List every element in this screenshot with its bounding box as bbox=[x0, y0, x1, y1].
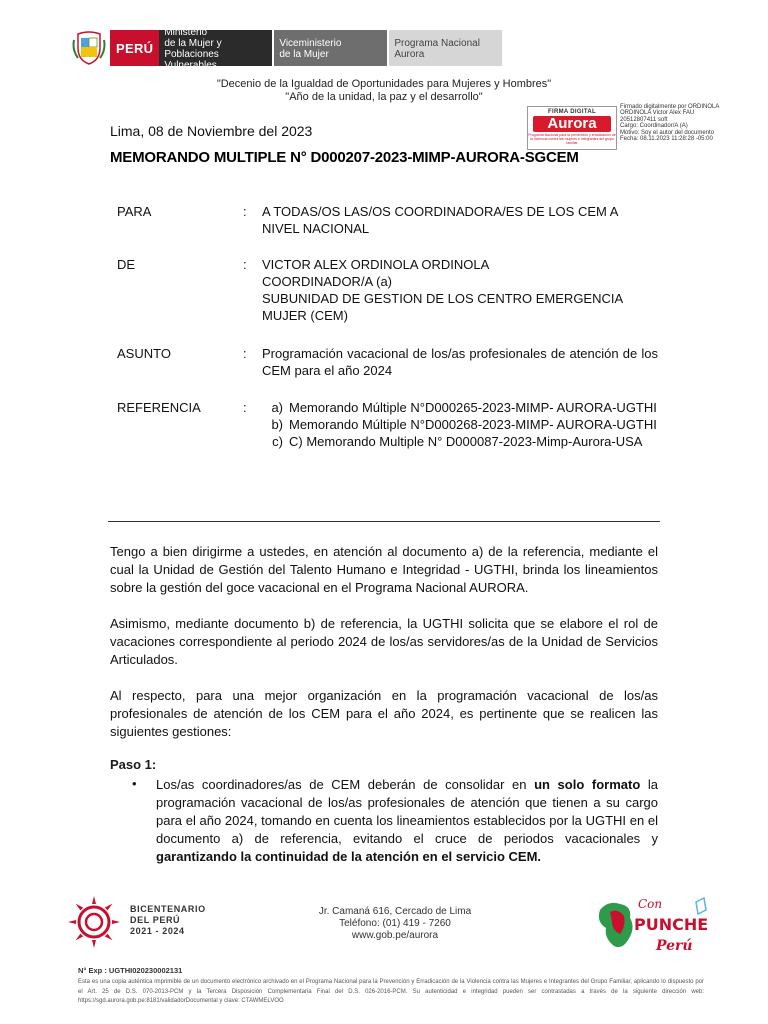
reference-text: Memorando Múltiple N°D000268-2023-MIMP- AURORA-UGTHI bbox=[289, 417, 657, 432]
bullet-emphasis-continuity: garantizando la continuidad de la atención en el servicio CEM. bbox=[156, 849, 542, 864]
con-punche-peru-logo-icon bbox=[594, 888, 714, 960]
signature-line: Fecha: 08.11.2023 11:28:28 -05:00 bbox=[620, 136, 713, 143]
de-name: VICTOR ALEX ORDINOLA ORDINOLA bbox=[262, 257, 490, 272]
digital-signature-stamp bbox=[527, 106, 617, 150]
ministry-line-3: Poblaciones Vulnerables bbox=[164, 49, 219, 71]
bicent-line-2: DEL PERÚ bbox=[130, 915, 181, 925]
viceministry-label bbox=[272, 30, 387, 66]
reference-list bbox=[262, 399, 658, 450]
reference-item bbox=[262, 399, 658, 416]
paragraph-2: Asimismo, mediante documento b) de referencia, la UGTHI solicita que se elabore el rol de vacaciones correspondiente al periodo 2024 de los/as servidores/as de la Unidad de Servicios Articulados. bbox=[110, 616, 658, 667]
bicentenario-rays bbox=[68, 896, 120, 948]
paragraph-3: Al respecto, para una mejor organización en la programación vacacional de los/as profesionales de atención de los CEM para el año 2024, es pertinente que se realicen las siguientes gestiones: bbox=[110, 688, 658, 739]
vice-line-2: de la Mujer bbox=[279, 49, 329, 60]
stamp-title: FIRMA DIGITAL bbox=[548, 109, 596, 115]
reference-marker: b) bbox=[271, 417, 283, 432]
de-label: DE bbox=[117, 257, 136, 272]
reference-marker: a) bbox=[271, 400, 283, 415]
stamp-aurora-logo: Aurora bbox=[533, 116, 611, 132]
de-unit: SUBUNIDAD DE GESTION DE LOS CENTRO EMERGENCIA MUJER (CEM) bbox=[262, 291, 623, 323]
vice-line-1: Viceministerio bbox=[279, 38, 342, 49]
punche-con: Con bbox=[638, 897, 663, 911]
ministry-line-1: Ministerio bbox=[164, 27, 208, 38]
signature-line: 20512807411 soft bbox=[620, 116, 668, 123]
stamp-caption: Programa Nacional para la prevención y erradicación de la violencia contra las mujeres e integrantes del grupo familiar bbox=[528, 133, 616, 145]
punche-word: PUNCHE bbox=[634, 915, 709, 934]
decenio-line-2: "Año de la unidad, la paz y el desarrollo" bbox=[285, 91, 483, 103]
asunto-colon: : bbox=[243, 346, 247, 361]
signature-line: Cargo: Coordinador/A (A) bbox=[620, 123, 688, 130]
signature-line: Motivo: Soy el autor del documento bbox=[620, 129, 715, 136]
referencia-label: REFERENCIA bbox=[117, 400, 201, 415]
reference-text: Memorando Múltiple N°D000265-2023-MIMP- AURORA-UGTHI bbox=[289, 400, 657, 415]
step-1-label: Paso 1: bbox=[110, 757, 157, 772]
bicentenario-text bbox=[130, 904, 206, 937]
reference-text: C) Memorando Multiple N° D000087-2023-Mimp-Aurora-USA bbox=[289, 434, 643, 449]
reference-item bbox=[262, 416, 658, 433]
bullet-emphasis-single-format: un solo formato bbox=[534, 777, 641, 792]
program-label bbox=[387, 30, 502, 66]
phone-line: Teléfono: (01) 419 - 7260 bbox=[339, 918, 451, 929]
ministry-line-2: de la Mujer y bbox=[164, 38, 222, 49]
asunto-value: Programación vacacional de los/as profesionales de atención de los CEM para el año 2024 bbox=[262, 346, 658, 378]
reference-item bbox=[262, 433, 658, 450]
punche-peru: Perú bbox=[656, 938, 693, 954]
bicentenario-logo-icon bbox=[66, 894, 122, 950]
de-role: COORDINADOR/A (a) bbox=[262, 274, 393, 289]
step-1-bullet bbox=[156, 776, 658, 866]
bicent-line-1: BICENTENARIO bbox=[130, 904, 206, 914]
peru-brand bbox=[110, 30, 159, 66]
para-colon: : bbox=[243, 204, 247, 219]
signature-line: ORDINOLA Victor Alex FAU bbox=[620, 110, 695, 117]
de-value bbox=[262, 256, 658, 324]
peru-label: PERÚ bbox=[116, 40, 154, 56]
asunto-label: ASUNTO bbox=[117, 346, 171, 361]
para-value: A TODAS/OS LAS/OS COORDINADORA/ES DE LOS CEM A NIVEL NACIONAL bbox=[262, 204, 618, 236]
bullet-text-part: la programación vacacional de los/as profesionales de atención que tienen a su cargo para el año 2024, tomando en cuenta los lineamientos establecidos por la UGTHI en el documento a) de referencia, evitando el cruce de periodos vacacionales y bbox=[156, 777, 658, 846]
bullet-text-part: Los/as coordinadores/as de CEM deberán de consolidar en bbox=[156, 777, 535, 792]
website-line: www.gob.pe/aurora bbox=[351, 930, 439, 941]
government-logo-bar bbox=[72, 27, 502, 71]
bicent-line-3: 2021 - 2024 bbox=[130, 926, 185, 936]
program-line-2: Aurora bbox=[394, 49, 425, 60]
header-divider bbox=[108, 521, 660, 522]
memo-title: MEMORANDO MULTIPLE N° D000207-2023-MIMP-AURORA-SGCEM bbox=[110, 149, 579, 166]
expediente-number: N° Exp : UGTHI020230002131 bbox=[78, 966, 183, 975]
bullet-marker: • bbox=[132, 776, 137, 791]
coat-of-arms-icon bbox=[72, 30, 106, 66]
para-label: PARA bbox=[117, 204, 152, 219]
referencia-colon: : bbox=[243, 400, 247, 415]
footer-address bbox=[300, 906, 490, 942]
signature-details bbox=[620, 104, 760, 142]
authenticity-notice: Esta es una copia auténtica imprimible de un documento electrónico archivado en el Programa Nacional para la Prevención y Erradicación de la Violencia contra las Mujeres e Integrantes del Grupo Familiar, aplicando lo dispuesto por el Art. 25 de D.S. 070-2013-PCM y la Tercera Disposición Complementaria Final del D.S. 026-2016-PCM. Su autenticidad e integridad pueden ser contrastadas a través de la siguiente dirección web: https://sgd.aurora.gob.pe:8181/validadorDocumental y clave: CTAWMELVOO bbox=[78, 979, 704, 1005]
decenio-heading bbox=[0, 78, 768, 104]
decenio-line-1: "Decenio de la Igualdad de Oportunidades para Mujeres y Hombres" bbox=[216, 78, 552, 90]
address-line: Jr. Camaná 616, Cercado de Lima bbox=[318, 906, 472, 917]
de-colon: : bbox=[243, 257, 247, 272]
reference-marker: c) bbox=[272, 434, 283, 449]
signature-line: Firmado digitalmente por ORDINOLA bbox=[620, 104, 720, 110]
ministry-label bbox=[159, 27, 272, 71]
paragraph-1: Tengo a bien dirigirme a ustedes, en atención al documento a) de la referencia, mediante el cual la Unidad de Gestión del Talento Humano e Integridad - UGTHI, brinda los lineamientos sobre la gestión del goce vacacional en el Programa Nacional AURORA. bbox=[110, 544, 658, 595]
program-line-1: Programa Nacional bbox=[394, 38, 480, 49]
document-date: Lima, 08 de Noviembre del 2023 bbox=[110, 123, 313, 139]
